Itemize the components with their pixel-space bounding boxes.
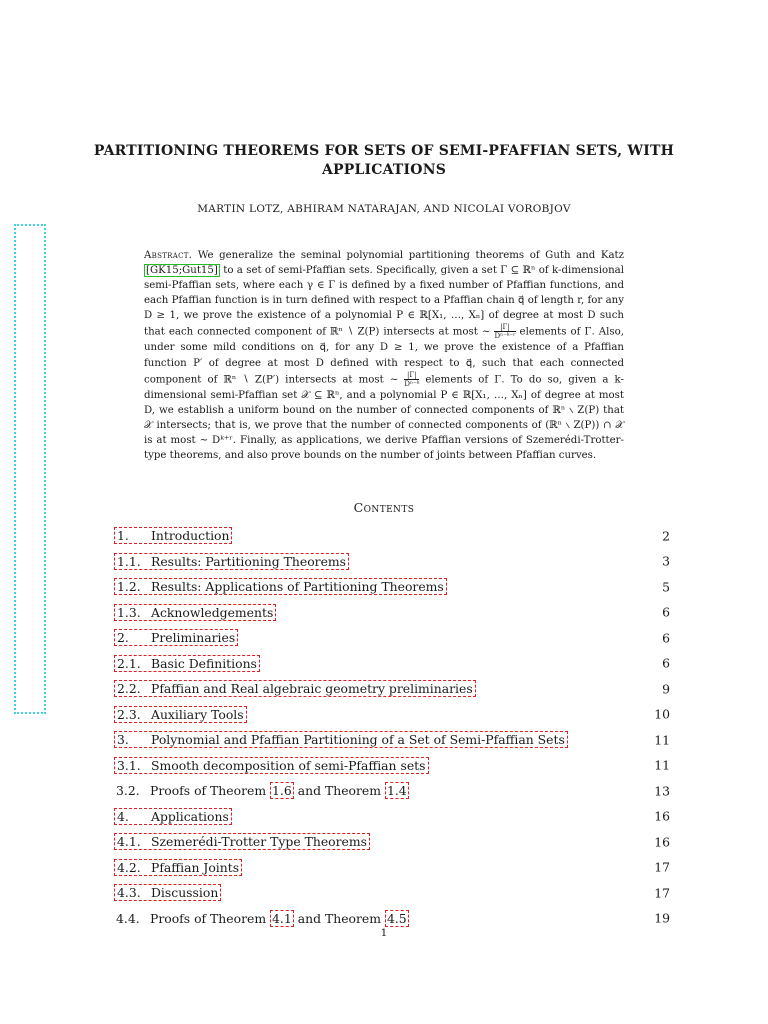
fraction-numerator: |Γ| xyxy=(404,371,419,380)
toc-entry xyxy=(114,625,670,651)
toc-link[interactable] xyxy=(114,578,447,595)
theorem-ref-link[interactable]: 1.6 xyxy=(272,783,292,799)
toc-link[interactable] xyxy=(114,655,260,672)
toc-page: 16 xyxy=(654,808,670,824)
toc-label[interactable]: Preliminaries xyxy=(151,630,236,646)
fraction-denominator: Dⁿ⁻ᵏ⁻ʳ xyxy=(494,332,516,341)
toc-label[interactable]: Pfaffian and Real algebraic geometry preliminaries xyxy=(151,681,473,697)
toc-entry xyxy=(114,600,670,626)
toc-link[interactable] xyxy=(114,629,238,646)
toc-number[interactable]: 1.2. xyxy=(117,579,141,595)
abstract-text-4: elements of Γ. To do so, given a k-dimensional semi-Pfaffian set 𝒳 ⊆ ℝⁿ, and a polynomial P ∈ ℝ[X₁, …, Xₙ] of degree at most D, we establish a uniform bound on the number of connected components of ℝⁿ ∖ Z(P) that 𝒳 intersects; that is, we prove that the number of connected components of (ℝⁿ ∖ Z(P)) ∩ 𝒳 is at most ∼ Dᵏ⁺ʳ. Finally, as applications, we derive Pfaffian versions of Szemerédi-Trotter-type theorems, and also prove bounds on the number of joints between Pfaffian curves. xyxy=(144,374,624,462)
toc-link[interactable] xyxy=(114,833,370,850)
toc-number[interactable]: 2.3. xyxy=(117,706,141,722)
toc-page: 10 xyxy=(654,706,670,722)
toc-label[interactable]: Applications xyxy=(151,808,229,824)
toc-number: 4.4. xyxy=(116,910,140,926)
toc-number: 3.2. xyxy=(116,783,140,799)
toc-text xyxy=(114,783,411,798)
paper-title: PARTITIONING THEOREMS FOR SETS OF SEMI-PFAFFIAN SETS, WITH APPLICATIONS xyxy=(93,143,675,178)
toc-page: 13 xyxy=(654,783,670,799)
toc-page: 6 xyxy=(662,604,670,620)
toc-number[interactable]: 3.1. xyxy=(117,757,141,773)
sidebar-link-box[interactable] xyxy=(14,224,46,714)
toc-entry xyxy=(114,753,670,779)
toc-page: 5 xyxy=(662,579,670,595)
toc-label: Proofs of Theorem xyxy=(150,783,267,799)
paper-authors: MARTIN LOTZ, ABHIRAM NATARAJAN, AND NICOLAI VOROBJOV xyxy=(197,203,571,215)
toc-number[interactable]: 1. xyxy=(117,528,129,544)
toc-link[interactable] xyxy=(114,808,232,825)
toc-label[interactable]: Results: Partitioning Theorems xyxy=(151,553,347,569)
toc-label-mid: and Theorem xyxy=(297,910,381,926)
toc-page: 6 xyxy=(662,655,670,671)
toc-link[interactable] xyxy=(114,680,476,697)
toc-page: 17 xyxy=(654,859,670,875)
abstract xyxy=(144,248,624,463)
toc-label[interactable]: Acknowledgements xyxy=(151,604,274,620)
toc-entry xyxy=(114,804,670,830)
toc-number[interactable]: 2.1. xyxy=(117,655,141,671)
toc-entry xyxy=(114,702,670,728)
toc-label[interactable]: Discussion xyxy=(151,885,219,901)
toc-page: 3 xyxy=(662,553,670,569)
toc-page: 6 xyxy=(662,630,670,646)
toc-label-mid: and Theorem xyxy=(297,783,381,799)
toc-link[interactable] xyxy=(114,884,221,901)
toc-entry xyxy=(114,778,670,804)
toc-page: 2 xyxy=(662,528,670,544)
toc-page: 17 xyxy=(654,885,670,901)
toc-link[interactable] xyxy=(114,757,429,774)
toc-link[interactable] xyxy=(114,604,276,621)
toc-entry xyxy=(114,651,670,677)
toc-page: 16 xyxy=(654,834,670,850)
citation-gk15[interactable]: GK15 xyxy=(149,265,179,277)
toc-page: 19 xyxy=(654,910,670,926)
abstract-text-3: elements of Γ. Also, under some mild conditions on q⃗, for any D ≥ 1, we prove the existence of a Pfaffian function P′ of degree at most D defined with respect to q⃗, such that each connected component of ℝⁿ ∖ Z(P′) intersects at most ∼ xyxy=(144,326,624,386)
toc-label: Proofs of Theorem xyxy=(150,910,267,926)
fraction-numerator: |Γ| xyxy=(494,323,515,332)
toc-label[interactable]: Smooth decomposition of semi-Pfaffian sets xyxy=(151,757,426,773)
toc-number[interactable]: 3. xyxy=(117,732,129,748)
toc-number[interactable]: 1.3. xyxy=(117,604,141,620)
toc-page: 11 xyxy=(654,732,670,748)
toc-number[interactable]: 4.3. xyxy=(117,885,141,901)
toc-entry xyxy=(114,880,670,906)
page-number: 1 xyxy=(380,927,388,939)
fraction xyxy=(494,323,515,340)
toc-entry xyxy=(114,855,670,881)
toc-label[interactable]: Auxiliary Tools xyxy=(151,706,244,722)
toc-label[interactable]: Results: Applications of Partitioning Theorems xyxy=(151,579,444,595)
theorem-ref-link[interactable]: 4.5 xyxy=(386,910,407,926)
toc-number[interactable]: 2. xyxy=(117,630,129,646)
citation-gut15[interactable]: Gut15 xyxy=(182,265,214,277)
toc-page: 9 xyxy=(662,681,670,697)
toc-number[interactable]: 4.2. xyxy=(117,859,141,875)
toc-entry xyxy=(114,727,670,753)
toc-number[interactable]: 4.1. xyxy=(117,834,141,850)
theorem-ref-link[interactable]: 4.1 xyxy=(272,910,292,926)
toc-link[interactable] xyxy=(114,859,242,876)
toc-label[interactable]: Basic Definitions xyxy=(151,655,257,671)
toc-label[interactable]: Polynomial and Pfaffian Partitioning of a Set of Semi-Pfaffian Sets xyxy=(151,732,565,748)
citation-link[interactable]: [GK15;Gut15] xyxy=(146,265,218,277)
abstract-label: Abstract. xyxy=(144,250,193,261)
toc-entry xyxy=(114,574,670,600)
toc-entry xyxy=(114,549,670,575)
toc-link[interactable] xyxy=(114,553,349,570)
toc-page: 11 xyxy=(654,757,670,773)
toc-link[interactable] xyxy=(114,527,232,544)
theorem-ref-link[interactable]: 1.4 xyxy=(386,783,407,799)
toc-label[interactable]: Pfaffian Joints xyxy=(151,859,240,875)
table-of-contents xyxy=(114,523,670,931)
toc-entry xyxy=(114,676,670,702)
abstract-text-2: to a set of semi-Pfaffian sets. Specifically, given a set Γ ⊆ ℝⁿ of k-dimensional semi-Pfaffian sets, where each γ ∈ Γ is defined by a fixed number of Pfaffian functions, and each Pfaffian function is in turn defined with respect to a Pfaffian chain q⃗ of length r, for any D ≥ 1, we prove the existence of a polynomial P ∈ ℝ[X₁, …, Xₙ] of degree at most D such that each connected component of ℝⁿ ∖ Z(P) intersects at most ∼ xyxy=(144,265,624,338)
fraction xyxy=(404,371,419,388)
toc-text xyxy=(114,911,411,926)
toc-entry xyxy=(114,829,670,855)
toc-number[interactable]: 1.1. xyxy=(117,553,141,569)
toc-number[interactable]: 2.2. xyxy=(117,681,141,697)
abstract-text-1: We generalize the seminal polynomial partitioning theorems of Guth and Katz xyxy=(197,250,624,261)
fraction-denominator: Dⁿ⁻ᵏ xyxy=(404,379,420,388)
toc-number[interactable]: 4. xyxy=(117,808,129,824)
toc-label[interactable]: Szemerédi-Trotter Type Theorems xyxy=(151,834,367,850)
toc-label[interactable]: Introduction xyxy=(151,528,230,544)
toc-entry xyxy=(114,523,670,549)
toc-link[interactable] xyxy=(114,706,247,723)
contents-heading: Contents xyxy=(353,500,415,515)
toc-link[interactable] xyxy=(114,731,568,748)
